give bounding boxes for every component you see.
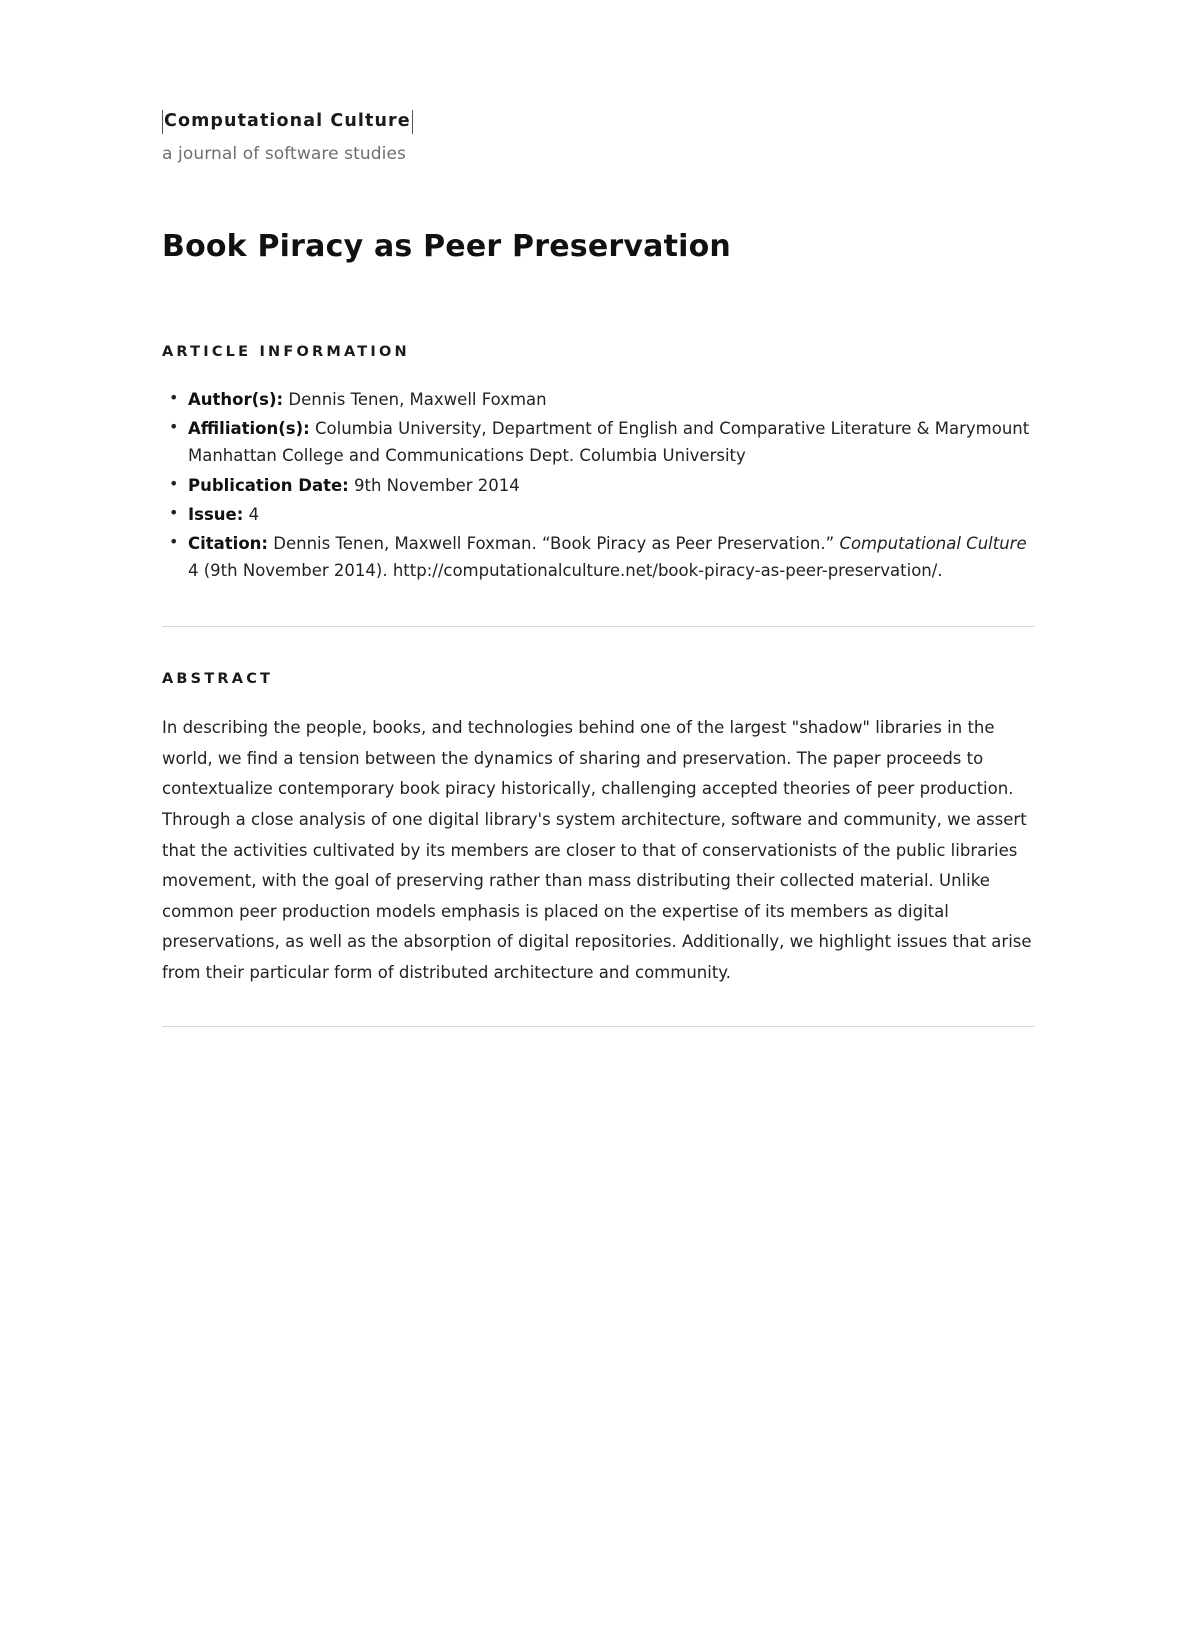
affiliations-value: Columbia University, Department of English and Comparative Literature & Marymount Manhattan College and Communications Dept. Columbia University [188, 419, 1030, 466]
list-item-authors [162, 386, 1035, 413]
list-item-issue [162, 501, 1035, 528]
publication-date-value: 9th November 2014 [354, 475, 520, 495]
publication-date-label: Publication Date: [188, 475, 349, 495]
abstract-heading: ABSTRACT [162, 671, 274, 688]
citation-text-part-two: 4 (9th November 2014). http://computationalculture.net/book-piracy-as-peer-preservation/. [188, 561, 943, 581]
masthead [162, 110, 1035, 166]
article-information-list [162, 386, 1035, 585]
journal-title: Computational Culture [162, 110, 413, 134]
citation-text-part-one: Dennis Tenen, Maxwell Foxman. “Book Piracy as Peer Preservation.” [273, 534, 835, 554]
divider [162, 626, 1035, 627]
journal-subtitle: a journal of software studies [162, 143, 406, 164]
divider-bottom [162, 1026, 1035, 1027]
list-item-publication-date [162, 472, 1035, 499]
authors-label: Author(s): [188, 389, 284, 409]
citation-journal-name: Computational Culture [839, 534, 1027, 554]
abstract-section [162, 671, 1035, 988]
article-information-heading: ARTICLE INFORMATION [162, 343, 410, 360]
issue-value: 4 [248, 504, 260, 524]
issue-label: Issue: [188, 504, 244, 524]
page-title: Book Piracy as Peer Preservation [162, 229, 731, 265]
list-item-citation [162, 530, 1035, 584]
article-information-section [162, 344, 1035, 585]
affiliations-label: Affiliation(s): [188, 419, 310, 439]
abstract-text: In describing the people, books, and technologies behind one of the largest "shadow" libraries in the world, we find a tension between the dynamics of sharing and preservation. The paper proceeds to contextualize contemporary book piracy historically, challenging accepted theories of peer production. Through a close analysis of one digital library's system architecture, software and community, we assert that the activities cultivated by its members are closer to that of conservationists of the public libraries movement, with the goal of preserving rather than mass distributing their collected material. Unlike common peer production models emphasis is placed on the expertise of its members as digital preservations, as well as the absorption of digital repositories. Additionally, we highlight issues that arise from their particular form of distributed architecture and community. [162, 718, 1032, 982]
citation-label: Citation: [188, 534, 269, 554]
authors-value: Dennis Tenen, Maxwell Foxman [288, 389, 547, 409]
list-item-affiliations [162, 415, 1035, 469]
